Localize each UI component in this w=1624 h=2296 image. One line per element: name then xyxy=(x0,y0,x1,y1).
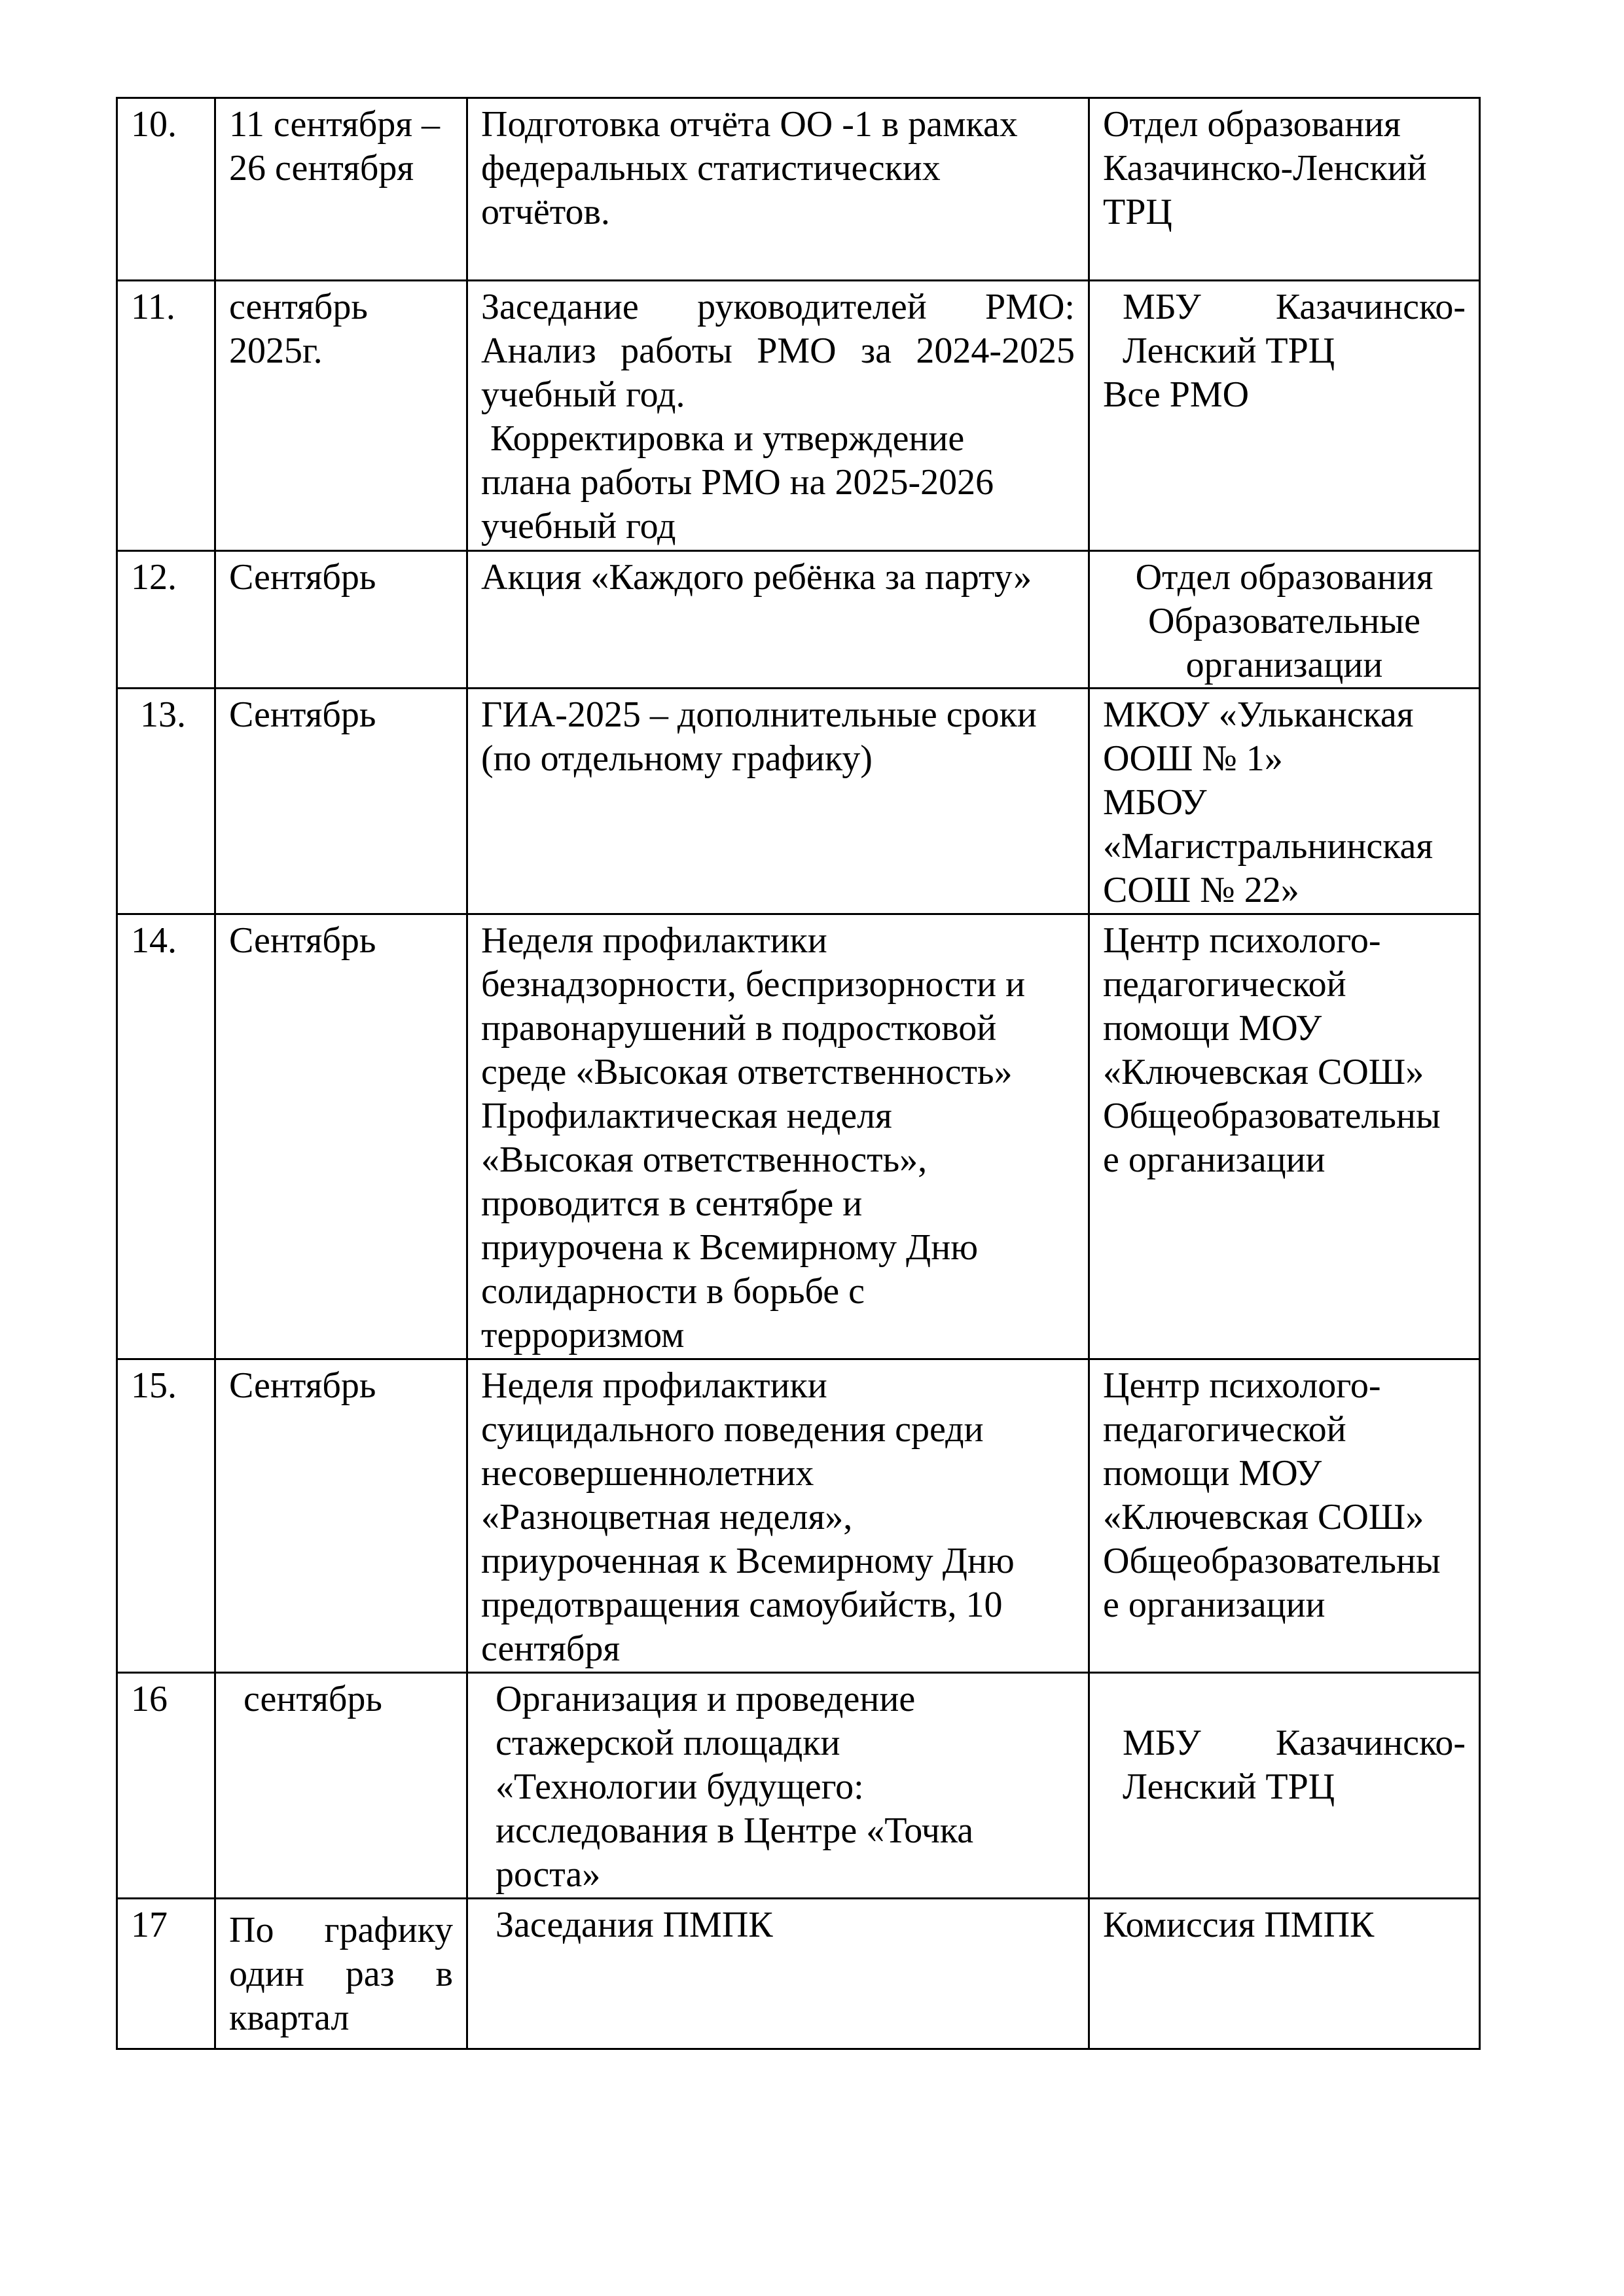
row-number: 16 xyxy=(131,1679,168,1719)
responsible-line: «Ключевская СОШ» xyxy=(1103,1052,1424,1092)
responsible-cell xyxy=(1089,551,1480,689)
row-number-cell xyxy=(117,1359,215,1673)
event-line: Анализ работы РМО за 2024-2025 xyxy=(481,331,1075,371)
date-line: один раз в xyxy=(229,1954,453,1994)
event-line: приуроченная к Всемирному Дню xyxy=(481,1541,1015,1581)
responsible-line: е организации xyxy=(1103,1585,1326,1625)
event-line: суицидального поведения среди xyxy=(481,1409,984,1450)
responsible-line: Отдел образования xyxy=(1103,104,1401,145)
event-line: ГИА-2025 – дополнительные сроки xyxy=(481,694,1037,735)
responsible-line: Образовательные xyxy=(1148,601,1420,641)
responsible-line: СОШ № 22» xyxy=(1103,870,1299,910)
row-number-cell xyxy=(117,1673,215,1899)
event-line: «Разноцветная неделя», xyxy=(481,1497,853,1537)
responsible-line: МБОУ xyxy=(1103,782,1207,823)
event-line: приурочена к Всемирному Дню xyxy=(481,1227,979,1268)
event-line: правонарушений в подростковой xyxy=(481,1008,997,1049)
event-line: федеральных статистических xyxy=(481,148,941,188)
date-line: Сентябрь xyxy=(229,557,376,598)
responsible-cell xyxy=(1089,281,1480,551)
event-cell xyxy=(467,1899,1089,2049)
row-number: 13. xyxy=(140,694,186,735)
event-cell xyxy=(467,689,1089,914)
date-line: Сентябрь xyxy=(229,920,376,961)
date-cell xyxy=(215,1359,467,1673)
event-cell xyxy=(467,1673,1089,1899)
table-row xyxy=(117,281,1480,551)
responsible-line: Отдел образования xyxy=(1135,557,1434,598)
responsible-line: педагогической xyxy=(1103,1409,1346,1450)
event-line: Неделя профилактики xyxy=(481,1365,827,1406)
event-line: Подготовка отчёта ОО -1 в рамках xyxy=(481,104,1018,145)
responsible-line: организации xyxy=(1185,645,1383,685)
event-line: роста» xyxy=(496,1854,601,1895)
responsible-line: Ленский ТРЦ xyxy=(1123,1767,1335,1807)
responsible-line: МБУ Казачинско- xyxy=(1123,1723,1466,1763)
row-number: 10. xyxy=(131,104,177,145)
event-cell xyxy=(467,914,1089,1359)
responsible-line: помощи МОУ xyxy=(1103,1453,1322,1494)
event-line: Заседания ПМПК xyxy=(496,1905,773,1945)
date-cell xyxy=(215,689,467,914)
row-number-cell xyxy=(117,914,215,1359)
row-number: 11. xyxy=(131,287,175,327)
table-row xyxy=(117,1359,1480,1673)
table-row xyxy=(117,551,1480,689)
event-line: учебный год xyxy=(481,506,676,547)
responsible-cell xyxy=(1089,1359,1480,1673)
responsible-line: Комиссия ПМПК xyxy=(1103,1905,1375,1945)
event-line: Акция «Каждого ребёнка за парту» xyxy=(481,557,1032,598)
event-line: предотвращения самоубийств, 10 xyxy=(481,1585,1003,1625)
event-line: несовершеннолетних xyxy=(481,1453,814,1494)
responsible-line: «Ключевская СОШ» xyxy=(1103,1497,1424,1537)
event-line: Заседание руководителей РМО: xyxy=(481,287,1075,327)
responsible-cell xyxy=(1089,1673,1480,1899)
event-line: безнадзорности, беспризорности и xyxy=(481,964,1026,1005)
responsible-line xyxy=(1103,1677,1466,1721)
date-line: 2025г. xyxy=(229,331,323,371)
event-cell xyxy=(467,1359,1089,1673)
responsible-line: «Магистральнинская xyxy=(1103,826,1434,867)
event-plan-table xyxy=(116,97,1481,2050)
date-cell xyxy=(215,98,467,281)
date-line: Сентябрь xyxy=(229,694,376,735)
row-number-cell xyxy=(117,689,215,914)
event-line: Организация и проведение xyxy=(496,1679,916,1719)
date-cell xyxy=(215,281,467,551)
row-number: 12. xyxy=(131,557,177,598)
event-line: стажерской площадки xyxy=(496,1723,840,1763)
responsible-line: МБУ Казачинско- xyxy=(1123,287,1466,327)
event-line: Неделя профилактики xyxy=(481,920,827,961)
event-line: отчётов. xyxy=(481,192,610,232)
responsible-line: Общеобразовательны xyxy=(1103,1541,1441,1581)
responsible-line: помощи МОУ xyxy=(1103,1008,1322,1049)
event-line: плана работы РМО на 2025-2026 xyxy=(481,462,994,503)
table-row xyxy=(117,1673,1480,1899)
row-number: 15. xyxy=(131,1365,177,1406)
date-line: По графику xyxy=(229,1910,453,1950)
responsible-line: педагогической xyxy=(1103,964,1346,1005)
event-cell xyxy=(467,551,1089,689)
date-line: сентябрь xyxy=(229,287,368,327)
responsible-line: Все РМО xyxy=(1103,374,1250,415)
date-line: 11 сентября – xyxy=(229,104,441,145)
table-row xyxy=(117,914,1480,1359)
responsible-line: Центр психолого- xyxy=(1103,920,1381,961)
date-line: сентябрь xyxy=(244,1679,382,1719)
responsible-line: МКОУ «Ульканская xyxy=(1103,694,1414,735)
date-line: квартал xyxy=(229,1998,350,2038)
responsible-line: Центр психолого- xyxy=(1103,1365,1381,1406)
event-line: Профилактическая неделя xyxy=(481,1096,892,1136)
row-number-cell xyxy=(117,551,215,689)
event-line: сентября xyxy=(481,1628,621,1669)
row-number: 17 xyxy=(131,1905,168,1945)
responsible-line: е организации xyxy=(1103,1139,1326,1180)
date-cell xyxy=(215,1899,467,2049)
event-line: исследования в Центре «Точка xyxy=(496,1810,974,1851)
table-row xyxy=(117,689,1480,914)
responsible-line: ТРЦ xyxy=(1103,192,1172,232)
event-line: среде «Высокая ответственность» xyxy=(481,1052,1013,1092)
row-number: 14. xyxy=(131,920,177,961)
table-row xyxy=(117,98,1480,281)
event-line: «Высокая ответственность», xyxy=(481,1139,928,1180)
event-line: (по отдельному графику) xyxy=(481,738,873,779)
event-cell xyxy=(467,281,1089,551)
event-line: Корректировка и утверждение xyxy=(490,418,965,459)
date-cell xyxy=(215,551,467,689)
date-cell xyxy=(215,1673,467,1899)
responsible-line: Казачинско-Ленский xyxy=(1103,148,1427,188)
event-cell xyxy=(467,98,1089,281)
responsible-cell xyxy=(1089,98,1480,281)
event-line: проводится в сентябре и xyxy=(481,1183,863,1224)
row-number-cell xyxy=(117,98,215,281)
responsible-line: ООШ № 1» xyxy=(1103,738,1283,779)
row-number-cell xyxy=(117,1899,215,2049)
responsible-cell xyxy=(1089,689,1480,914)
responsible-cell xyxy=(1089,914,1480,1359)
date-line: Сентябрь xyxy=(229,1365,376,1406)
event-line: «Технологии будущего: xyxy=(496,1767,864,1807)
row-number-cell xyxy=(117,281,215,551)
responsible-line: Ленский ТРЦ xyxy=(1123,331,1335,371)
event-line: солидарности в борьбе с xyxy=(481,1271,865,1312)
event-line: терроризмом xyxy=(481,1315,685,1355)
date-cell xyxy=(215,914,467,1359)
date-line: 26 сентября xyxy=(229,148,414,188)
responsible-line: Общеобразовательны xyxy=(1103,1096,1441,1136)
responsible-cell xyxy=(1089,1899,1480,2049)
event-line: учебный год. xyxy=(481,374,685,415)
table-row xyxy=(117,1899,1480,2049)
